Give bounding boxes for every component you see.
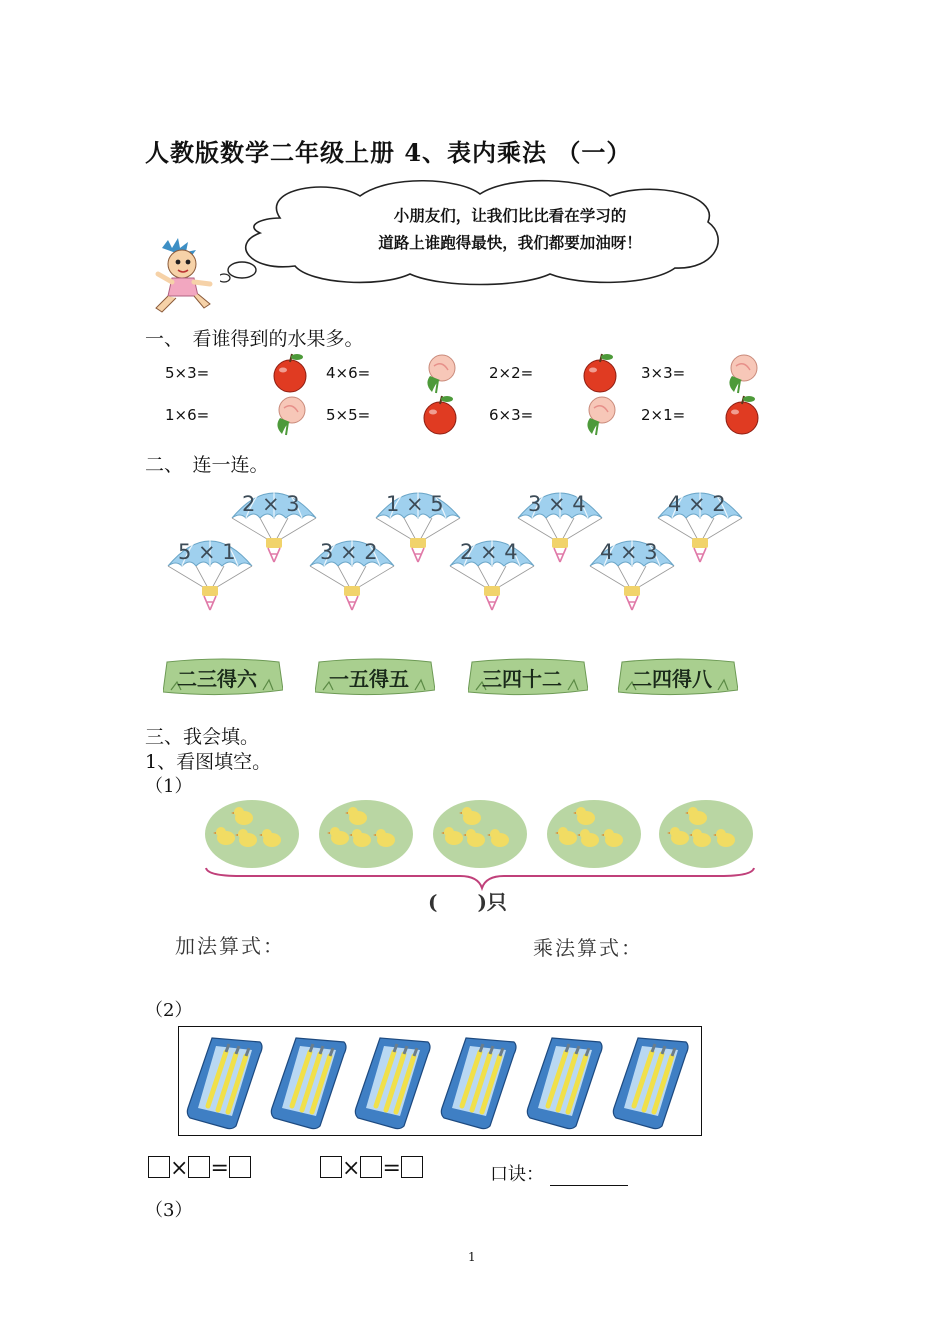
peach-icon (420, 350, 460, 394)
section-2-heading: 二、 连一连。 (145, 454, 269, 476)
parachute-card[interactable] (586, 528, 678, 616)
apple-icon (420, 392, 460, 436)
equation-row-1 (148, 1156, 251, 1181)
parachute-card[interactable] (164, 528, 256, 616)
rhyme-text: 一五得五 (329, 667, 409, 691)
equation-row-2 (320, 1156, 423, 1181)
parachute-card[interactable] (446, 528, 538, 616)
exercise-expression: 2×1= (641, 406, 686, 424)
parachute-expression: 4 × 3 (600, 540, 658, 564)
peach-icon (722, 350, 762, 394)
apple-icon (580, 350, 620, 394)
exercise-expression: 3×3= (641, 364, 686, 382)
running-kid-illustration (148, 238, 218, 316)
equals-sign: = (210, 1156, 229, 1181)
parachute-expression: 2 × 4 (460, 540, 518, 564)
exercise-expression: 6×3= (489, 406, 534, 424)
apple-icon (722, 392, 762, 436)
times-sign: × (342, 1156, 361, 1181)
page-number: 1 (468, 1250, 476, 1264)
chick-plate-icon (318, 798, 414, 870)
parachute-card[interactable] (306, 528, 398, 616)
part-2-label: （2） (145, 1000, 193, 1021)
parachute-expression: 3 × 2 (320, 540, 378, 564)
multiplication-expression-label: 乘法算式： (533, 936, 643, 960)
times-sign: × (170, 1156, 189, 1181)
rhyme-card[interactable] (315, 656, 435, 700)
part-1-label: （1） (145, 776, 193, 797)
rhyme-card[interactable] (468, 656, 588, 700)
chick-plate-icon (204, 798, 300, 870)
chick-plate-icon (432, 798, 528, 870)
parachute-expression: 5 × 1 (178, 540, 236, 564)
parachute-expression: 4 × 2 (668, 492, 726, 516)
pencil-tray-icon (526, 1034, 604, 1130)
exercise-expression: 5×5= (326, 406, 371, 424)
rhyme-label: 口诀： (490, 1164, 544, 1185)
equals-sign: = (382, 1156, 401, 1181)
addition-expression-label: 加法算式： (175, 934, 285, 958)
exercise-expression: 1×6= (165, 406, 210, 424)
pencil-tray-icon (270, 1034, 348, 1130)
chick-count-blank[interactable]: ( )只 (428, 890, 507, 914)
rhyme-blank[interactable] (550, 1165, 628, 1186)
rhyme-card[interactable] (163, 656, 283, 700)
pencil-tray-icon (354, 1034, 432, 1130)
chick-plate-icon (658, 798, 754, 870)
subsection-1-heading: 1、看图填空。 (145, 751, 272, 773)
rhyme-text: 三四十二 (482, 667, 562, 691)
answer-box[interactable] (401, 1156, 423, 1178)
peach-icon (580, 392, 620, 436)
cloud-message (300, 202, 720, 256)
rhyme-text: 二三得六 (177, 667, 257, 691)
page-title: 人教版数学二年级上册 4、表内乘法 （一） (145, 138, 632, 167)
answer-box[interactable] (188, 1156, 210, 1178)
parachute-expression: 2 × 3 (242, 492, 300, 516)
section-3-heading: 三、我会填。 (145, 726, 260, 748)
peach-icon (270, 392, 310, 436)
pencil-tray-icon (440, 1034, 518, 1130)
part-3-label: （3） (145, 1200, 193, 1221)
answer-box[interactable] (148, 1156, 170, 1178)
pencil-tray-icon (612, 1034, 690, 1130)
cloud-line-1: 小朋友们，让我们比比看在学习的 (393, 206, 627, 225)
answer-box[interactable] (320, 1156, 342, 1178)
exercise-expression: 4×6= (326, 364, 371, 382)
exercise-expression: 2×2= (489, 364, 534, 382)
rhyme-card[interactable] (618, 656, 738, 700)
chick-plate-icon (546, 798, 642, 870)
parachute-expression: 1 × 5 (386, 492, 444, 516)
pencil-tray-icon (186, 1034, 264, 1130)
parachute-expression: 3 × 4 (528, 492, 586, 516)
exercise-expression: 5×3= (165, 364, 210, 382)
rhyme-answer (490, 1160, 628, 1186)
cloud-line-2: 道路上谁跑得最快，我们都要加油呀！ (378, 233, 642, 252)
answer-box[interactable] (229, 1156, 251, 1178)
section-1-heading: 一、 看谁得到的水果多。 (145, 328, 364, 350)
apple-icon (270, 350, 310, 394)
rhyme-text: 二四得八 (632, 667, 712, 691)
answer-box[interactable] (360, 1156, 382, 1178)
